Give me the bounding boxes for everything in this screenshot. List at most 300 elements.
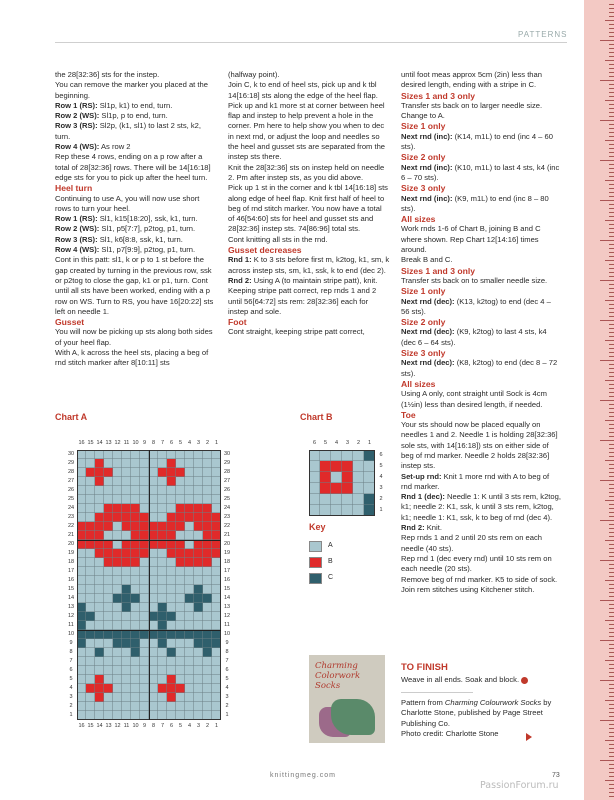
paragraph: [55, 101, 215, 111]
instruction-text: You will now be picking up sts along both sides of your heel flap.: [55, 327, 213, 347]
instruction-label: Row 4 (WS):: [55, 142, 100, 152]
ruler-tick: [609, 644, 614, 645]
instruction-text: Sl1, k15[18:20], ssk, k1, turn.: [97, 214, 198, 224]
paragraph: [55, 194, 215, 215]
instruction-label: Row 1 (RS):: [55, 100, 98, 110]
ruler-tick: [609, 52, 614, 53]
paragraph: [401, 420, 561, 471]
ruler-tick: [609, 688, 614, 689]
ruler-tick: [609, 176, 614, 177]
to-finish-block: [401, 663, 561, 686]
ruler-tick: [609, 296, 614, 297]
ruler-tick: [609, 104, 614, 105]
ruler-tick: [609, 676, 614, 677]
ruler-tick: [600, 440, 614, 441]
paragraph: [401, 523, 561, 533]
instruction-text: With A, k across the heel sts, placing a beg of rnd stitch marker after 8[10:11] sts: [55, 348, 209, 368]
key-label: C: [328, 574, 334, 581]
row-label: 9: [69, 639, 73, 646]
paragraph: [228, 70, 390, 80]
ruler-tick: [605, 500, 614, 501]
ruler-tick: [609, 548, 614, 549]
ruler-tick: [609, 328, 614, 329]
ruler-tick: [609, 112, 614, 113]
photo-credit: Photo credit: Charlotte Stone: [401, 728, 499, 738]
ruler-tick: [609, 772, 614, 773]
paragraph: [401, 389, 561, 410]
column-label: 11: [123, 440, 130, 446]
instruction-label: Next rnd (dec):: [401, 327, 455, 337]
instruction-text: Cont in this patt: sl1, k or p to 1 st before the gap created by turning in the previous row, ssk or p2tog to close the gap, k1 or p1, turn. Cont until all sts have been worked, ending with a p row on WS. Turn to RS, you have 16[20:22] sts left on needle 1.: [55, 255, 214, 316]
ruler-tick: [605, 260, 614, 261]
paragraph: [401, 101, 561, 122]
ruler-tick: [609, 776, 614, 777]
row-label: 5: [69, 675, 73, 682]
row-label: 28: [223, 468, 231, 475]
key-label: A: [328, 542, 333, 549]
column-label: 14: [96, 440, 103, 446]
ruler-tick: [609, 288, 614, 289]
column-label: 13: [105, 723, 112, 729]
row-label: 27: [223, 477, 231, 484]
chart-a-title: Chart A: [55, 412, 88, 422]
row-label: 9: [225, 639, 229, 646]
column-label: 16: [78, 440, 85, 446]
ruler-tick: [609, 144, 614, 145]
column-label: 15: [87, 440, 94, 446]
ruler-tick: [609, 668, 614, 669]
row-label: 2: [379, 496, 383, 502]
row-label: 15: [67, 585, 75, 592]
ruler-tick: [609, 348, 614, 349]
paragraph: [401, 297, 561, 318]
paragraph: [55, 245, 215, 255]
instruction-text: Cont knitting all sts in the rnd.: [228, 234, 328, 244]
ruler-tick: [609, 724, 614, 725]
to-finish-title: TO FINISH: [401, 662, 448, 673]
ruler-tick: [609, 236, 614, 237]
credit-pre: Pattern from: [401, 698, 445, 707]
ruler-tick: [609, 428, 614, 429]
ruler-tick: [609, 736, 614, 737]
instruction-text: Sl1p, p to end, turn.: [99, 111, 168, 121]
instruction-label: Row 3 (RS):: [55, 234, 98, 244]
ruler-tick: [609, 136, 614, 137]
row-label: 18: [67, 558, 75, 565]
ruler-tick: [609, 784, 614, 785]
paragraph: [228, 80, 390, 162]
paragraph: [55, 327, 215, 348]
instruction-label: Next rnd (inc):: [401, 162, 453, 172]
ruler-tick: [609, 568, 614, 569]
ruler-tick: [609, 508, 614, 509]
ruler-tick: [609, 388, 614, 389]
ruler-tick: [609, 292, 614, 293]
instruction-text: Rep rnds 1 and 2 until 20 sts rem on each needle (40 sts).: [401, 533, 542, 553]
instruction-label: Rnd 1 (dec):: [401, 492, 445, 502]
row-label: 25: [67, 495, 75, 502]
instruction-text: Rep rnd 1 (dec every rnd) until 10 sts rem on each needle (20 sts).: [401, 553, 552, 574]
ruler-tick: [609, 616, 614, 617]
instruction-label: Next rnd (inc):: [401, 193, 453, 203]
ruler-tick: [609, 188, 614, 189]
instruction-text: As row 2: [99, 142, 131, 152]
paragraph: [55, 224, 215, 234]
ruler-tick: [609, 44, 614, 45]
ruler-tick: [600, 720, 614, 721]
subheading: Size 3 only: [401, 348, 446, 359]
paragraph: [401, 255, 561, 265]
row-label: 15: [223, 585, 231, 592]
paragraph: [401, 194, 561, 215]
row-label: 1: [379, 507, 383, 513]
ruler-tick: [600, 640, 614, 641]
row-label: 16: [67, 576, 75, 583]
row-label: 3: [69, 693, 73, 700]
ruler-tick: [609, 524, 614, 525]
paragraph: [55, 70, 215, 80]
key-title: Key: [309, 522, 326, 532]
ruler-tick: [600, 240, 614, 241]
subheading: Toe: [401, 409, 416, 420]
text-column-3: [401, 70, 561, 595]
ruler-tick: [600, 200, 614, 201]
chart-midline: [77, 630, 221, 631]
ruler-tick: [609, 372, 614, 373]
paragraph: [55, 121, 215, 142]
ruler-tick: [609, 356, 614, 357]
row-label: 26: [223, 486, 231, 493]
footer-site: knittingmeg.com: [270, 772, 336, 779]
ruler-tick: [600, 40, 614, 41]
ruler-tick: [609, 788, 614, 789]
ruler-tick: [609, 572, 614, 573]
instruction-text: Rep these 4 rows, ending on a p row after a total of 28[32:36] rows. There will be 14[16:18] edge sts for you to pick up after the heel turn.: [55, 152, 211, 182]
ruler-tick: [605, 700, 614, 701]
paragraph: [228, 183, 390, 234]
row-label: 4: [225, 684, 229, 691]
ruler-tick: [609, 588, 614, 589]
credit-block: [401, 698, 561, 739]
ruler-tick: [609, 764, 614, 765]
ruler-tick: [609, 48, 614, 49]
ruler-tick: [609, 488, 614, 489]
watermark: PassionForum.ru: [480, 780, 559, 791]
ruler-tick: [609, 516, 614, 517]
row-label: 11: [68, 621, 74, 628]
to-finish-text: Weave in all ends. Soak and block.: [401, 675, 520, 685]
ruler-tick: [605, 140, 614, 141]
ruler-tick: [609, 28, 614, 29]
paragraph: [55, 111, 215, 121]
ruler-tick: [605, 740, 614, 741]
row-label: 28: [67, 468, 75, 475]
ruler-tick: [609, 444, 614, 445]
ruler-tick: [609, 752, 614, 753]
ruler-tick: [609, 116, 614, 117]
instruction-text: (K14, m1L) to end (inc 4 – 60 sts).: [401, 131, 553, 152]
ruler-tick: [609, 552, 614, 553]
ruler-tick: [609, 732, 614, 733]
column-label: 1: [367, 440, 372, 446]
ruler-tick: [609, 264, 614, 265]
ruler-tick: [605, 660, 614, 661]
ruler-tick: [609, 152, 614, 153]
ruler-tick: [600, 80, 614, 81]
ruler-tick: [609, 72, 614, 73]
book-title-2: Colorwork: [315, 671, 361, 681]
ruler-tick: [609, 304, 614, 305]
row-label: 5: [379, 463, 383, 469]
row-label: 5: [225, 675, 229, 682]
ruler-tick: [609, 332, 614, 333]
ruler-tick: [609, 164, 614, 165]
column-label: 10: [132, 723, 139, 729]
ruler-tick: [609, 564, 614, 565]
instruction-text: Work rnds 1-6 of Chart B, joining B and C where shown. Rep Chart 12[14:16] times around.: [401, 224, 541, 255]
column-label: 5: [323, 440, 328, 446]
row-label: 29: [223, 459, 231, 466]
instruction-label: Next rnd (dec):: [401, 358, 455, 368]
ruler-tick: [609, 336, 614, 337]
column-label: 16: [78, 723, 85, 729]
ruler-tick: [605, 220, 614, 221]
ruler-tick: [609, 272, 614, 273]
ruler-tick: [609, 652, 614, 653]
paragraph: [401, 70, 561, 91]
instruction-label: Next rnd (inc):: [401, 131, 453, 141]
row-label: 2: [225, 702, 229, 709]
column-label: 13: [105, 440, 112, 446]
ruler-tick: [609, 452, 614, 453]
subheading: Size 1 only: [401, 286, 446, 297]
paragraph: [55, 235, 215, 245]
row-label: 10: [67, 630, 75, 637]
row-label: 22: [223, 522, 231, 529]
ruler-tick: [609, 536, 614, 537]
ruler-tick: [605, 540, 614, 541]
row-label: 13: [67, 603, 75, 610]
row-label: 20: [67, 540, 75, 547]
ruler-tick: [609, 624, 614, 625]
row-label: 13: [223, 603, 231, 610]
book-title-3: Socks: [315, 681, 341, 691]
ruler-tick: [609, 76, 614, 77]
ruler-tick: [609, 476, 614, 477]
ruler-tick: [609, 212, 614, 213]
paragraph: [401, 492, 561, 523]
instruction-text: Sl1p, k1) to end, turn.: [97, 100, 173, 110]
paragraph: [401, 132, 561, 153]
ruler-tick: [605, 380, 614, 381]
row-label: 20: [223, 540, 231, 547]
ruler-tick: [609, 704, 614, 705]
instruction-label: Next rnd (dec):: [401, 296, 455, 306]
ruler-tick: [609, 416, 614, 417]
ruler-tick: [609, 432, 614, 433]
credit-post: by Charlotte Stone, published by Page Street Publishing Co.: [401, 698, 552, 728]
ruler-tick: [605, 780, 614, 781]
row-label: 18: [223, 558, 231, 565]
instruction-text: Break B and C.: [401, 255, 453, 265]
instruction-text: (K13, k2tog) to end (dec 4 – 56 sts).: [401, 296, 551, 316]
chart-b: [309, 440, 385, 513]
ruler-tick: [609, 592, 614, 593]
ruler-tick: [605, 300, 614, 301]
ruler-tick: [600, 760, 614, 761]
ruler-tick: [600, 400, 614, 401]
ruler-tick: [605, 100, 614, 101]
row-label: 22: [67, 522, 75, 529]
row-label: 27: [67, 477, 75, 484]
instruction-text: Sl1, k6[8:8, ssk, k1, turn.: [97, 234, 183, 244]
row-label: 19: [67, 549, 75, 556]
ruler-tick: [609, 744, 614, 745]
ruler-tick: [609, 168, 614, 169]
ruler-tick: [609, 308, 614, 309]
ruler-tick: [609, 32, 614, 33]
column-label: 2: [356, 440, 361, 446]
chart-a: [67, 440, 275, 736]
row-label: 16: [223, 576, 231, 583]
row-label: 7: [225, 657, 229, 664]
ruler-tick: [600, 680, 614, 681]
instruction-text: Knit 1 more rnd with A to beg of rnd marker.: [401, 471, 550, 491]
paragraph: [228, 276, 390, 317]
ruler-tick: [609, 448, 614, 449]
row-label: 8: [225, 648, 229, 655]
ruler-tick: [609, 756, 614, 757]
instruction-text: Pick up 1 st in the corner and k tbl 14[16:18] sts along edge of heel flap. Knit first half of heel to beg of rnd stitch marker. You now have a total of 46[54:60] sts for heel and gusset sts and 28[32:36] instep sts. 74[86:96] total sts.: [228, 183, 388, 234]
ruler-tick: [609, 268, 614, 269]
subheading: Sizes 1 and 3 only: [401, 90, 476, 101]
paragraph: [401, 533, 561, 554]
ruler-tick: [609, 692, 614, 693]
instruction-text: until foot meas approx 5cm (2in) less than desired length, ending with a stripe in C.: [401, 70, 542, 90]
ruler-tick: [609, 464, 614, 465]
row-label: 6: [225, 666, 229, 673]
instruction-text: Continuing to use A, you will now use short rows to turn your heel.: [55, 193, 200, 213]
column-label: 6: [312, 440, 317, 446]
key-swatch: [309, 573, 322, 584]
row-label: 11: [224, 621, 230, 628]
row-label: 6: [69, 666, 73, 673]
instruction-text: Transfer sts back on to smaller needle size.: [401, 275, 548, 285]
column-label: 2: [205, 440, 210, 446]
ruler-tick: [609, 712, 614, 713]
ruler-tick: [609, 216, 614, 217]
ruler-tick: [605, 420, 614, 421]
row-label: 26: [67, 486, 75, 493]
page-number: 73: [552, 772, 560, 779]
ruler-tick: [609, 436, 614, 437]
ruler-tick: [609, 696, 614, 697]
paragraph: [401, 276, 561, 286]
ruler-tick: [609, 392, 614, 393]
ruler-tick: [609, 472, 614, 473]
row-label: 1: [225, 711, 229, 718]
chart-border: [309, 450, 375, 516]
paragraph: [401, 163, 561, 184]
instruction-text: Transfer sts back on to larger needle size. Change to A.: [401, 100, 543, 121]
ruler-tick: [609, 24, 614, 25]
paragraph: [55, 142, 215, 152]
column-label: 4: [187, 440, 192, 446]
ruler-tick: [609, 648, 614, 649]
row-label: 7: [69, 657, 73, 664]
ruler-tick: [609, 224, 614, 225]
ruler-tick: [609, 584, 614, 585]
column-label: 4: [334, 440, 339, 446]
column-label: 14: [96, 723, 103, 729]
instruction-text: Using A only, cont straight until Sock is 4cm (1½in) less than desired length, if needed.: [401, 389, 547, 409]
ruler-tick: [609, 404, 614, 405]
subheading: All sizes: [401, 214, 436, 225]
instruction-label: Rnd 1:: [228, 255, 252, 265]
ruler-tick: [609, 496, 614, 497]
ruler-tick: [609, 368, 614, 369]
instruction-text: You can remove the marker you placed at the beginning.: [55, 80, 208, 100]
paragraph: [401, 224, 561, 255]
ruler-tick: [609, 456, 614, 457]
paragraph: [401, 575, 561, 596]
column-label: 5: [178, 440, 183, 446]
row-label: 30: [223, 450, 231, 457]
ruler-tick: [609, 672, 614, 673]
column-label: 7: [160, 440, 165, 446]
column-label: 9: [142, 723, 147, 729]
ruler-tick: [609, 4, 614, 5]
ruler-tick: [609, 12, 614, 13]
subheading: Gusset: [55, 317, 85, 328]
ruler-tick: [609, 728, 614, 729]
column-label: 2: [205, 723, 210, 729]
ruler-tick: [609, 556, 614, 557]
instruction-label: Row 1 (RS):: [55, 214, 98, 224]
subheading: Size 2 only: [401, 152, 446, 163]
row-label: 6: [379, 452, 383, 458]
credit-divider: [401, 692, 473, 693]
instruction-label: Set-up rnd:: [401, 471, 442, 481]
row-label: 19: [223, 549, 231, 556]
text-column-2: [228, 70, 390, 338]
ruler-tick: [609, 284, 614, 285]
paragraph: [228, 327, 390, 337]
header-divider: [55, 42, 567, 43]
row-label: 14: [223, 594, 231, 601]
ruler-tick: [609, 276, 614, 277]
ruler-tick: [609, 88, 614, 89]
ruler-tick: [600, 520, 614, 521]
row-label: 4: [69, 684, 73, 691]
key-swatch: [309, 541, 322, 552]
ruler-tick: [609, 408, 614, 409]
column-label: 12: [114, 723, 121, 729]
ruler-tick: [609, 156, 614, 157]
column-label: 5: [178, 723, 183, 729]
subheading: Size 2 only: [401, 317, 446, 328]
book-cover-image: [309, 655, 385, 743]
ruler-tick: [600, 120, 614, 121]
ruler-tick: [609, 512, 614, 513]
column-label: 9: [142, 440, 147, 446]
paragraph: [55, 80, 215, 101]
row-label: 8: [69, 648, 73, 655]
instruction-text: (halfway point).: [228, 70, 280, 79]
ruler-tick: [600, 320, 614, 321]
row-label: 14: [67, 594, 75, 601]
paragraph: [228, 255, 390, 276]
